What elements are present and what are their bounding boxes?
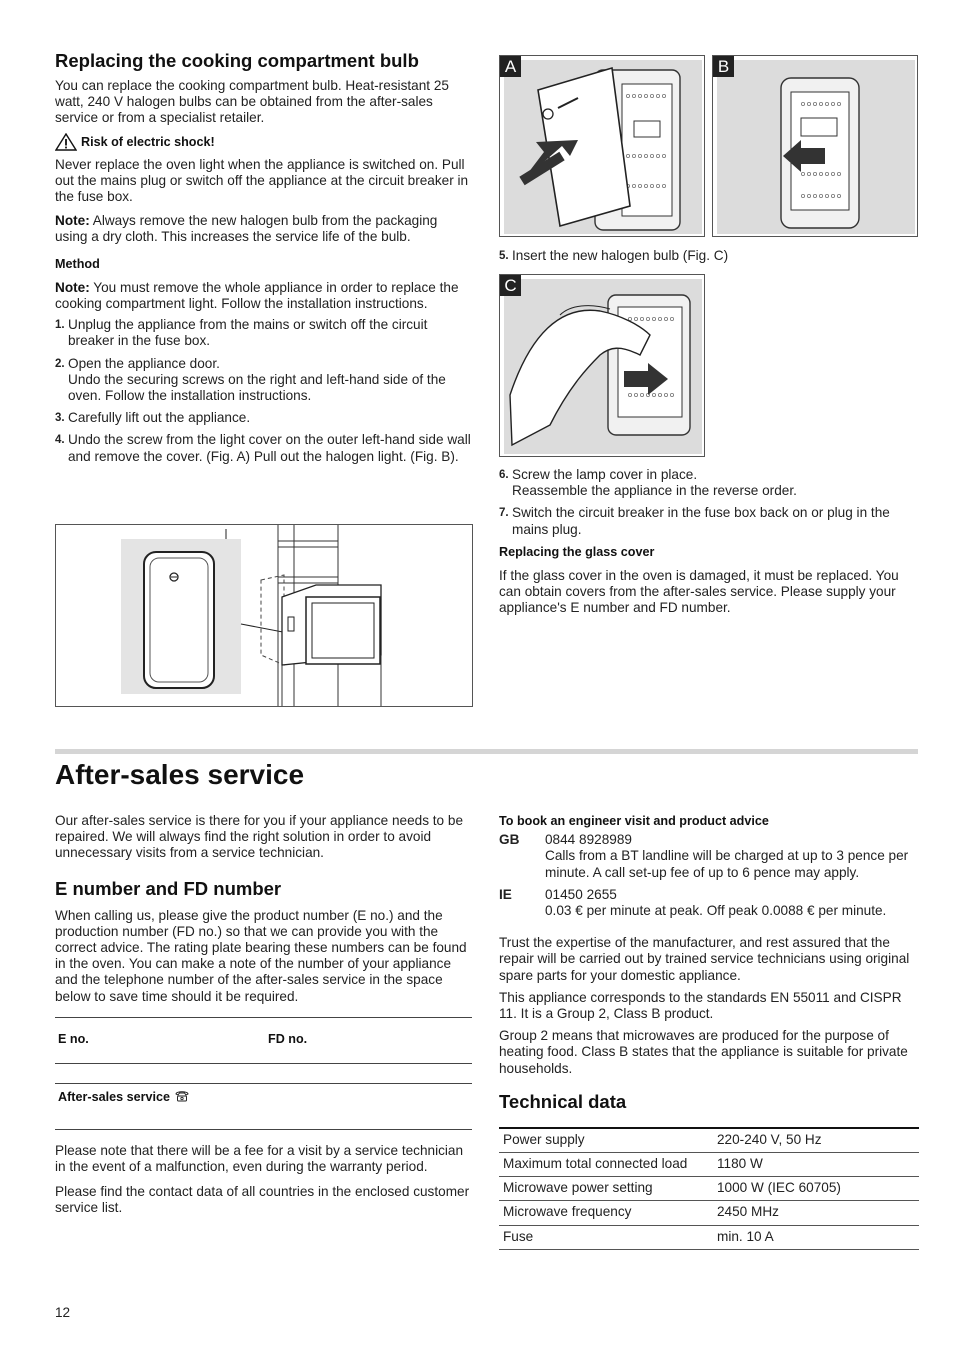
- contact-text: Please find the contact data of all countries in the enclosed customer service list.: [55, 1184, 470, 1216]
- figure-b: [712, 55, 918, 237]
- e-no-label: E no.: [58, 1031, 89, 1046]
- method-steps: [55, 317, 473, 465]
- fee-text: Please note that there will be a fee for a visit by a service technician in the event of a malfunction, even during the warranty period.: [55, 1142, 464, 1175]
- telephone-icon: [174, 1090, 190, 1102]
- step-item: 3. Carefully lift out the appliance.: [55, 410, 251, 426]
- step-5: [499, 248, 919, 270]
- method-title: Method: [55, 256, 100, 271]
- service-left: [55, 813, 473, 1222]
- glass-text: If the glass cover in the oven is damaged, it must be replaced. You can obtain covers from the after-sales service. Please supply your appliance's E number and FD number.: [499, 568, 899, 616]
- figure-a-illustration: [500, 56, 705, 237]
- figure-a-label: A: [500, 56, 521, 77]
- country-code-gb: GB: [499, 832, 520, 848]
- technical-data-table: [499, 1127, 919, 1250]
- ie-note: 0.03 € per minute at peak. Off peak 0.0088 € per minute.: [545, 903, 887, 919]
- enumber-text: When calling us, please give the product number (E no.) and the production number (FD no.) so that we can provide you with the correct advice. The rating plate bearing these numbers can be found in the oven. You can make a note of the number of your appliance and the telephone number of the after-sales service in the space below to save time should it be required.: [55, 907, 467, 1004]
- telephone-list: [499, 832, 919, 919]
- table-row: Fuse min. 10 A: [499, 1225, 919, 1249]
- table-row: Microwave power setting 1000 W (IEC 60705): [499, 1177, 919, 1201]
- gb-contact: [545, 832, 919, 881]
- warning-title: Risk of electric shock!: [81, 134, 215, 149]
- table-row: Microwave frequency 2450 MHz: [499, 1201, 919, 1225]
- group-text: Group 2 means that microwaves are produced for the purpose of heating food. Class B states that the appliance is suitable for private households.: [499, 1028, 908, 1076]
- note-text: You must remove the whole appliance in order to replace the cooking compartment light. Follow the installation instructions.: [55, 279, 459, 312]
- e-no-field[interactable]: [55, 1017, 265, 1063]
- figure-c-label: C: [500, 275, 521, 296]
- warning-triangle-icon: [55, 133, 77, 151]
- figure-c: [499, 274, 705, 457]
- fd-no-field[interactable]: [265, 1017, 472, 1063]
- table-row: Maximum total connected load 1180 W: [499, 1153, 919, 1177]
- bulb-section: [55, 50, 473, 471]
- figure-a: [499, 55, 705, 237]
- fd-no-label: FD no.: [268, 1031, 308, 1046]
- final-steps: [499, 467, 919, 622]
- step-item: 1. Unplug the appliance from the mains or switch off the circuit breaker in the fuse box.: [55, 317, 428, 349]
- oven-light-cover-figure: [55, 524, 473, 707]
- warning-heading: [55, 133, 473, 151]
- gb-note: Calls from a BT landline will be charged at up to 3 pence per minute. A call set-up fee of up to 6 pence may apply.: [545, 848, 909, 880]
- table-row: Power supply 220-240 V, 50 Hz: [499, 1128, 919, 1153]
- note-bulb: [55, 213, 473, 245]
- standards-text: This appliance corresponds to the standards EN 55011 and CISPR 11. It is a Group 2, Class B product.: [499, 989, 902, 1022]
- figure-b-label: B: [713, 56, 734, 77]
- country-code-ie: IE: [499, 886, 512, 902]
- warning-text: Never replace the oven light when the appliance is switched on. Pull out the mains plug or switch off the appliance at the circuit breaker in the fuse box.: [55, 156, 469, 205]
- gb-phone: 0844 8928989: [545, 832, 632, 848]
- step-item: 5. Insert the new halogen bulb (Fig. C): [499, 248, 729, 263]
- page-number: 12: [55, 1305, 71, 1320]
- trust-text: Trust the expertise of the manufacturer, and rest assured that the repair will be carried out by trained service technicians using original spare parts for your domestic appliance.: [499, 935, 910, 983]
- section-divider: [55, 749, 918, 754]
- tech-title: Technical data: [499, 1090, 627, 1112]
- oven-illustration: [56, 525, 473, 707]
- note-label: Note:: [55, 279, 90, 295]
- ie-phone: 01450 2655: [545, 886, 617, 902]
- figure-b-illustration: [713, 56, 918, 237]
- after-sales-title: After-sales service: [55, 759, 305, 790]
- bulb-title: Replacing the cooking compartment bulb: [55, 50, 419, 71]
- step-item: 7. Switch the circuit breaker in the fuse box back on or plug in the mains plug.: [499, 505, 890, 537]
- glass-title: Replacing the glass cover: [499, 544, 655, 559]
- note-text: Always remove the new halogen bulb from the packaging using a dry cloth. This increases the service life of the bulb.: [55, 213, 438, 245]
- service-right: [499, 813, 919, 1250]
- ie-contact: [545, 887, 919, 919]
- step-item: 6. Screw the lamp cover in place. Reassemble the appliance in the reverse order.: [499, 467, 797, 499]
- note-label: Note:: [55, 213, 90, 229]
- after-sales-label: After-sales service: [58, 1089, 171, 1104]
- after-sales-phone-field[interactable]: [55, 1083, 472, 1129]
- enumber-title: E number and FD number: [55, 877, 282, 899]
- step-item: 2. Open the appliance door. Undo the securing screws on the right and left-hand side of the oven. Follow the installation instructions.: [55, 355, 446, 404]
- enumber-form: [55, 1017, 472, 1130]
- book-title: To book an engineer visit and product advice: [499, 814, 769, 828]
- figure-c-illustration: [500, 275, 705, 457]
- bulb-intro: You can replace the cooking compartment bulb. Heat-resistant 25 watt, 240 V halogen bulbs can be obtained from the after-sales service or from a specialist retailer.: [55, 78, 449, 126]
- service-intro: Our after-sales service is there for you if your appliance needs to be repaired. We will always find the right solution in order to avoid unnecessary visits from a service technician.: [55, 813, 464, 861]
- step-item: 4. Undo the screw from the light cover on the outer left-hand side wall and remove the cover. (Fig. A) Pull out the halogen light. (Fig. B).: [55, 432, 471, 464]
- note-method: [55, 280, 473, 312]
